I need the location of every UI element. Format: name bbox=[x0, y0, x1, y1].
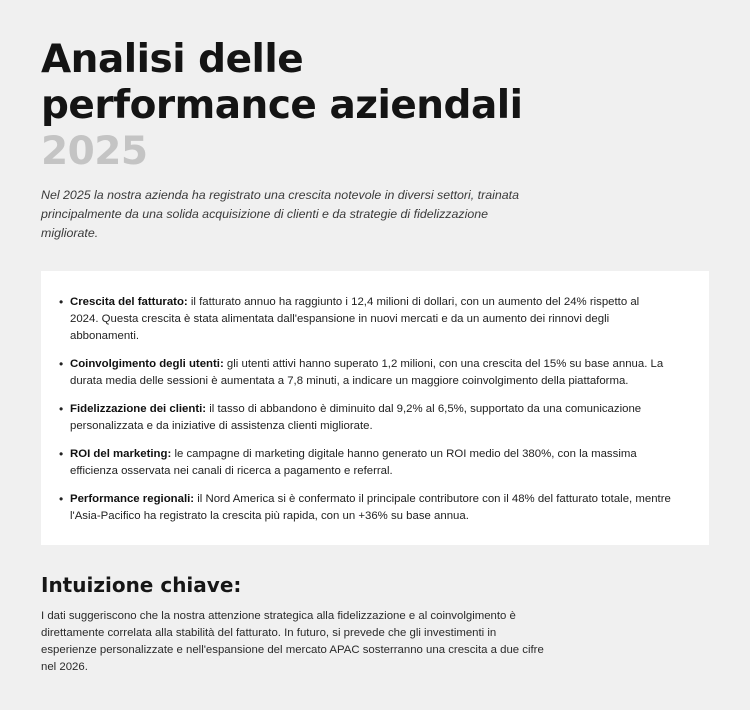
bullet-icon: • bbox=[59, 447, 64, 461]
highlight-text: le campagne di marketing digitale hanno generato un ROI medio del 380%, con la massima efficienza osservata nei canali di ricerca a pagamento e referral. bbox=[70, 448, 637, 477]
highlight-item-engagement bbox=[59, 356, 683, 390]
insight-heading: Intuizione chiave: bbox=[41, 573, 242, 597]
highlight-text: il fatturato annuo ha raggiunto i 12,4 milioni di dollari, con un aumento del 24% rispetto al 2024. Questa crescita è stata alimentata dall'espansione in nuovi mercati e da un aumento dei rinnovi degli abbonamenti. bbox=[70, 296, 640, 342]
highlight-item-revenue bbox=[59, 294, 670, 345]
highlight-text: gli utenti attivi hanno superato 1,2 milioni, con una crescita del 15% su base annua. La durata media delle sessioni è aumentata a 7,8 minuti, a indicare un maggiore coinvolgimento della piattaforma. bbox=[70, 358, 664, 387]
bullet-icon: • bbox=[59, 357, 64, 371]
insight-paragraph: I dati suggeriscono che la nostra attenzione strategica alla fidelizzazione e al coinvolgimento è direttamente correlata alla stabilità del fatturato. In futuro, si prevede che gli investimenti in esperienze personalizzate e nell'espansione del mercato APAC sosterranno una crescita a due cifre nel 2026. bbox=[41, 610, 544, 673]
highlight-item-regional bbox=[59, 491, 683, 525]
bullet-icon: • bbox=[59, 402, 64, 416]
bullet-icon: • bbox=[59, 492, 64, 506]
highlight-label: Fidelizzazione dei clienti: bbox=[70, 403, 207, 415]
highlight-text: il Nord America si è confermato il principale contributore con il 48% del fatturato totale, mentre l'Asia-Pacifico ha registrato la crescita più rapida, con un +36% su base annua. bbox=[70, 493, 671, 522]
highlight-label: Crescita del fatturato: bbox=[70, 296, 188, 308]
highlight-label: Coinvolgimento degli utenti: bbox=[70, 358, 224, 370]
bullet-icon: • bbox=[59, 295, 64, 309]
highlight-label: Performance regionali: bbox=[70, 493, 195, 505]
title-line-2: performance aziendali bbox=[41, 83, 523, 128]
highlight-label: ROI del marketing: bbox=[70, 448, 172, 460]
highlight-item-marketing-roi bbox=[59, 446, 683, 480]
highlight-text: il tasso di abbandono è diminuito dal 9,2% al 6,5%, supportato da una comunicazione personalizzata e da iniziative di assistenza clienti migliorate. bbox=[70, 403, 642, 432]
highlights-card bbox=[41, 271, 709, 545]
title-line-1: Analisi delle bbox=[41, 37, 304, 82]
highlights-list bbox=[59, 294, 683, 525]
page-title bbox=[41, 37, 523, 175]
intro-paragraph: Nel 2025 la nostra azienda ha registrato una crescita notevole in diversi settori, trainata principalmente da una solida acquisizione di clienti e da strategie di fidelizzazione migliorate. bbox=[41, 188, 519, 240]
title-year: 2025 bbox=[41, 129, 148, 174]
highlight-item-retention bbox=[59, 401, 683, 435]
